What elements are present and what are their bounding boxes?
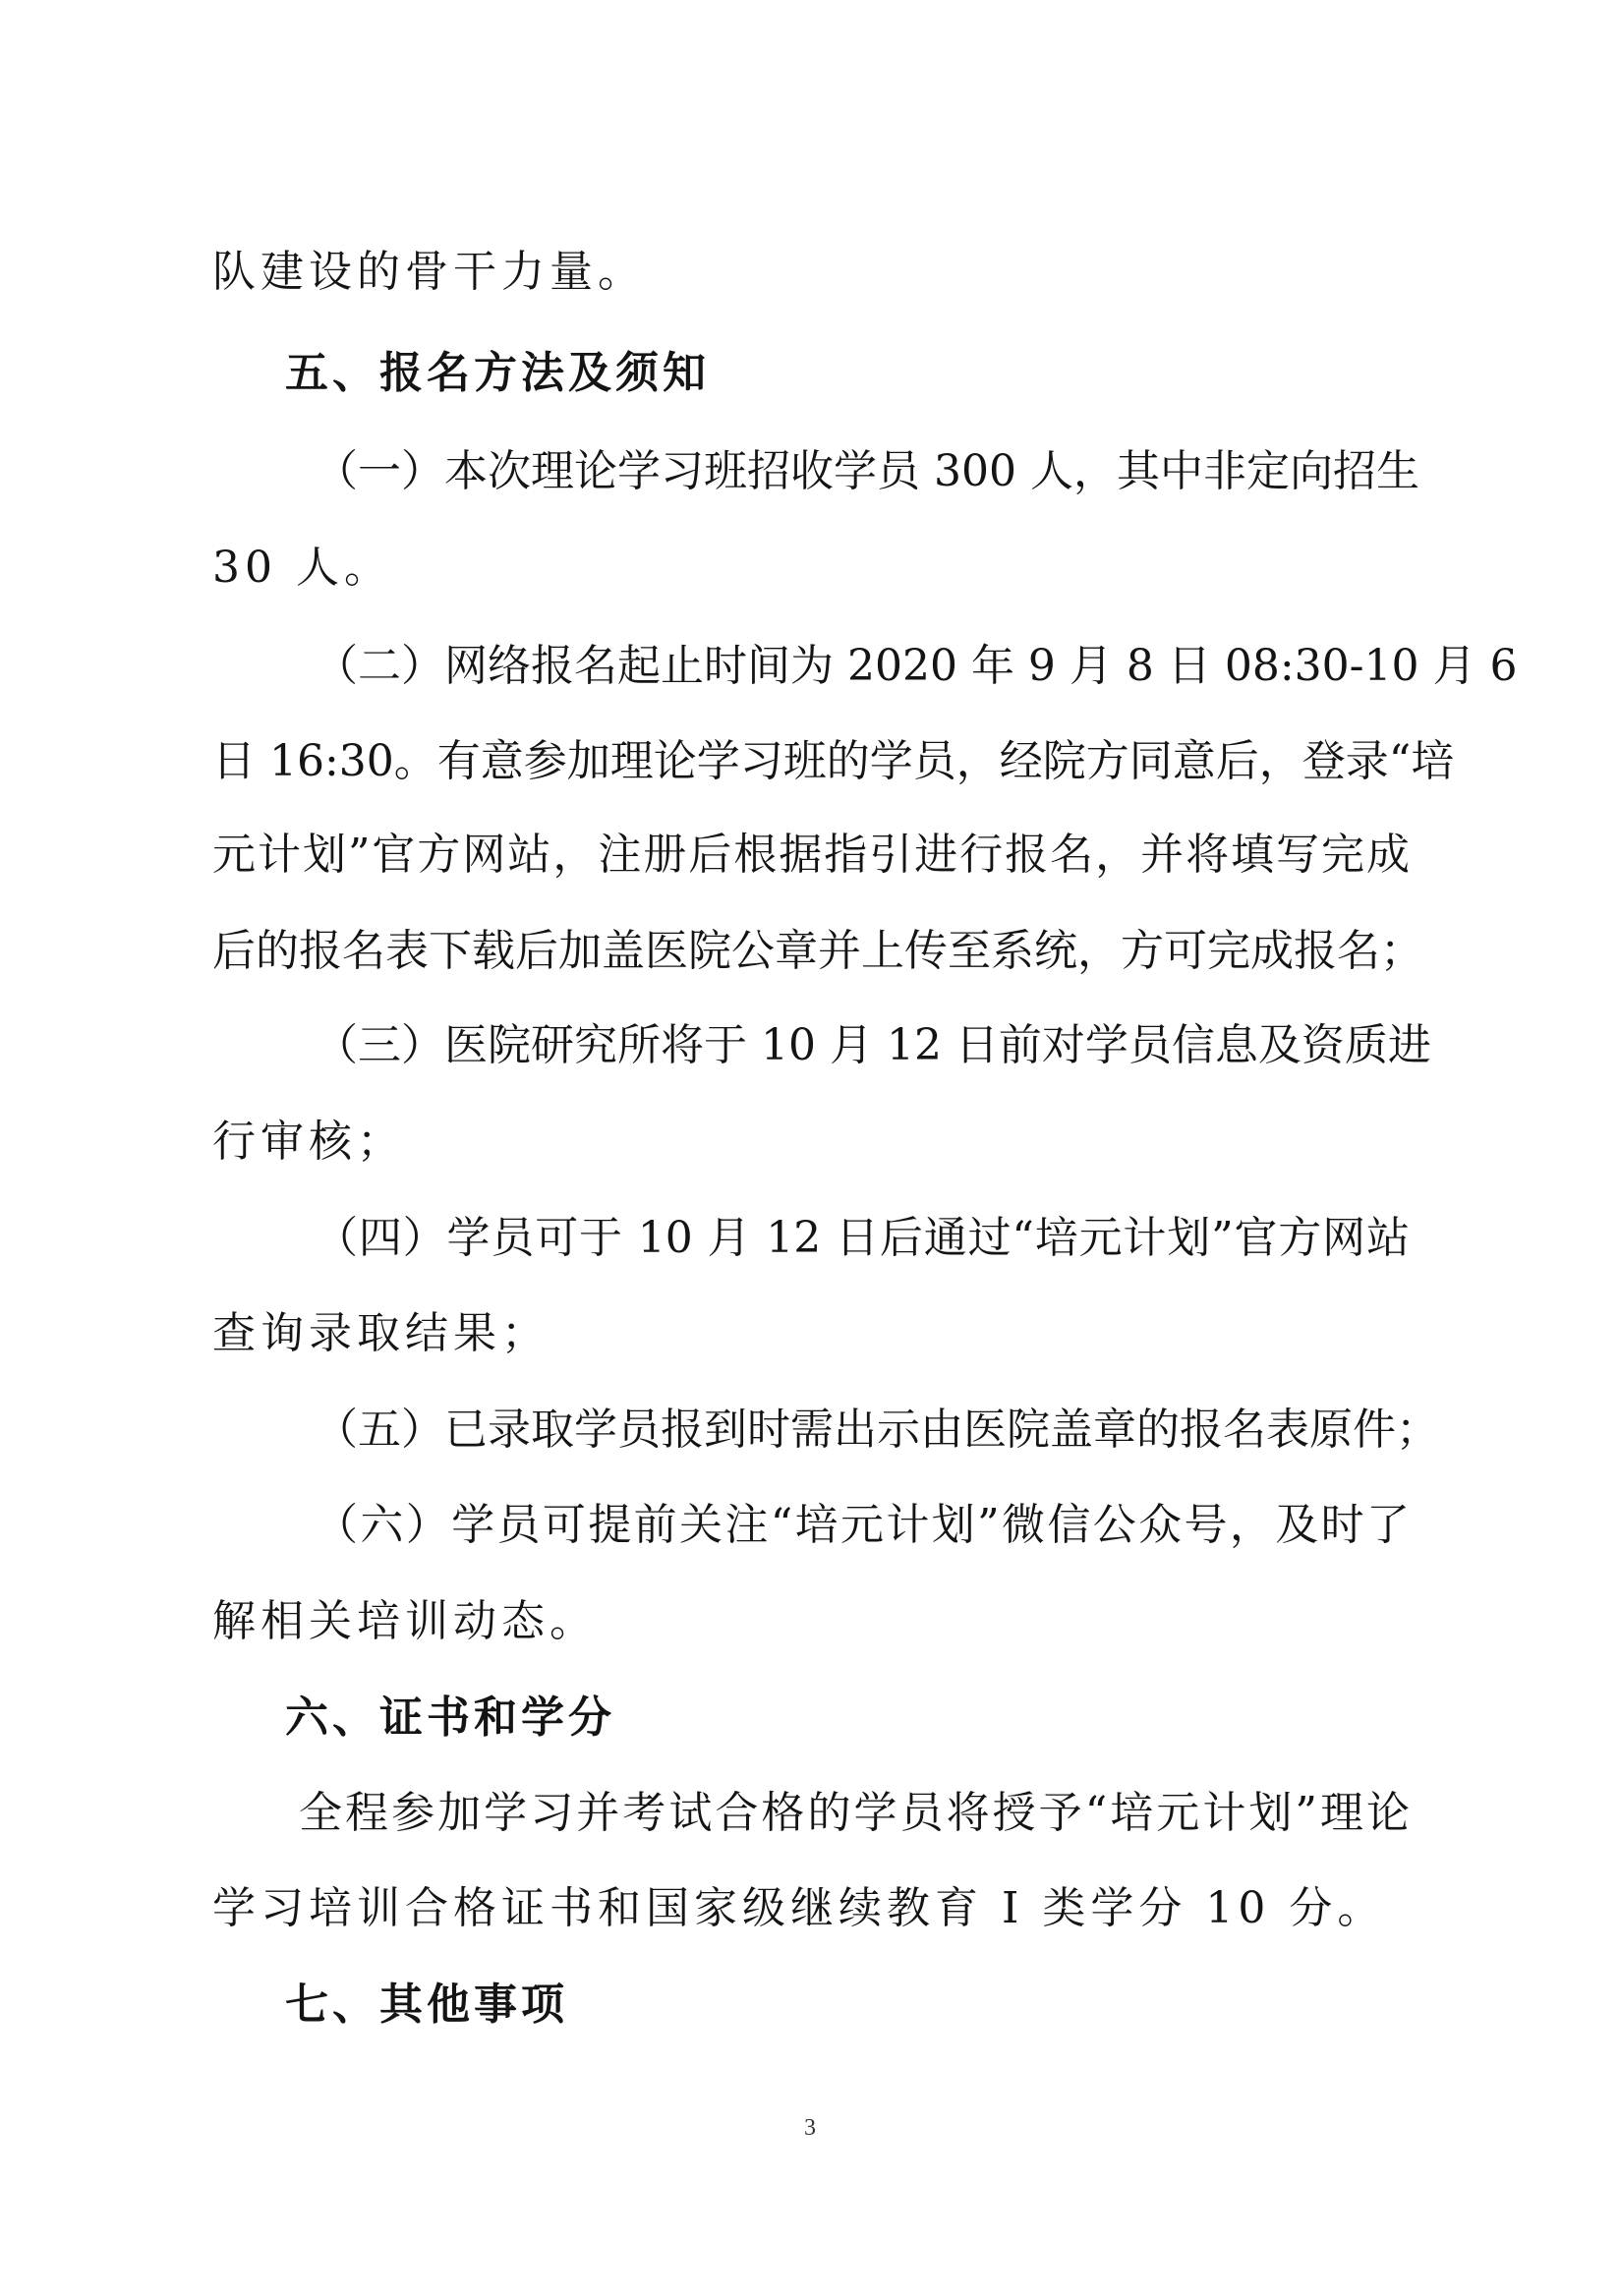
paragraph-line: 队建设的骨干力量。 xyxy=(212,247,646,297)
paragraph-line: 解相关培训动态。 xyxy=(212,1596,598,1646)
section-heading-six: 六、证书和学分 xyxy=(285,1693,615,1743)
paragraph-line: 全程参加学习并考试合格的学员将授予“培元计划”理论 xyxy=(299,1788,1410,1838)
paragraph-line: 行审核； xyxy=(212,1117,405,1167)
paragraph-line: （四）学员可于 10 月 12 日后通过“培元计划”官方网站 xyxy=(315,1213,1410,1263)
paragraph-line: （二）网络报名起止时间为 2020 年 9 月 8 日 08:30-10 月 6 xyxy=(315,641,1518,691)
paragraph-line: （五）已录取学员报到时需出示由医院盖章的报名表原件； xyxy=(315,1405,1439,1455)
paragraph-line: （三）医院研究所将于 10 月 12 日前对学员信息及资质进 xyxy=(315,1020,1431,1070)
paragraph-line: 查询录取结果； xyxy=(212,1308,550,1358)
paragraph-line: 学习培训合格证书和国家级继续教育 I 类学分 10 分。 xyxy=(212,1883,1386,1933)
section-heading-seven: 七、其他事项 xyxy=(285,1980,568,2030)
paragraph-line: 30 人。 xyxy=(212,543,392,593)
section-heading-five: 五、报名方法及须知 xyxy=(285,348,710,398)
paragraph-line: 日 16:30。有意参加理论学习班的学员，经院方同意后，登录“培 xyxy=(212,736,1455,786)
paragraph-line: 元计划”官方网站，注册后根据指引进行报名，并将填写完成 xyxy=(212,830,1410,880)
paragraph-line: （一）本次理论学习班招收学员 300 人，其中非定向招生 xyxy=(315,446,1419,496)
paragraph-line: （六）学员可提前关注“培元计划”微信公众号，及时了 xyxy=(315,1500,1410,1550)
paragraph-line: 后的报名表下载后加盖医院公章并上传至系统，方可完成报名； xyxy=(212,926,1423,976)
page-number: 3 xyxy=(804,2115,816,2141)
